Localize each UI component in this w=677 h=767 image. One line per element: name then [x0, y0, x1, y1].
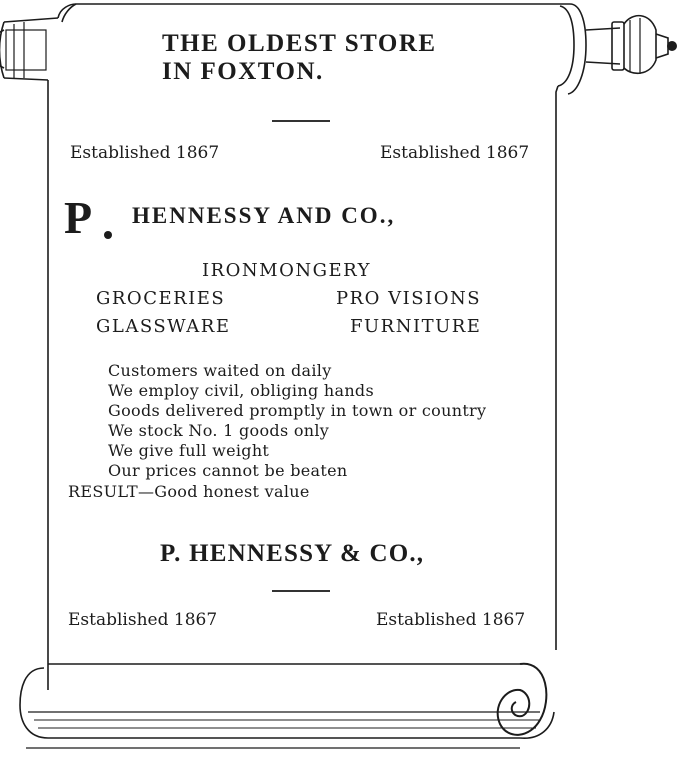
established-bottom-left: Established 1867 — [68, 610, 218, 630]
department-glassware: GLASSWARE — [96, 316, 231, 337]
established-top-left: Established 1867 — [70, 143, 220, 163]
department-furniture: FURNITURE — [350, 316, 482, 337]
headline-line-2: IN FOXTON. — [162, 58, 324, 85]
established-top-right: Established 1867 — [380, 143, 530, 163]
established-bottom-right: Established 1867 — [376, 610, 526, 630]
promise-line: We give full weight — [108, 441, 270, 460]
divider-rule — [272, 590, 330, 592]
headline-line-1: THE OLDEST STORE — [162, 30, 437, 57]
divider-rule — [272, 120, 330, 122]
company-name: HENNESSY AND CO., — [132, 203, 396, 228]
company-initial: P — [64, 192, 93, 243]
promise-line: We stock No. 1 goods only — [108, 421, 330, 440]
department-provisions: PRO VISIONS — [336, 288, 482, 309]
closing-company-name: P. HENNESSY & CO., — [160, 540, 425, 567]
promise-line: We employ civil, obliging hands — [108, 381, 374, 400]
promise-line: Goods delivered promptly in town or country — [108, 401, 487, 420]
initial-dot — [104, 231, 112, 239]
result-line: RESULT—Good honest value — [68, 482, 310, 501]
promise-line: Customers waited on daily — [108, 361, 332, 380]
promise-line: Our prices cannot be beaten — [108, 461, 348, 480]
department-groceries: GROCERIES — [96, 288, 226, 309]
department-ironmongery: IRONMONGERY — [202, 260, 372, 281]
